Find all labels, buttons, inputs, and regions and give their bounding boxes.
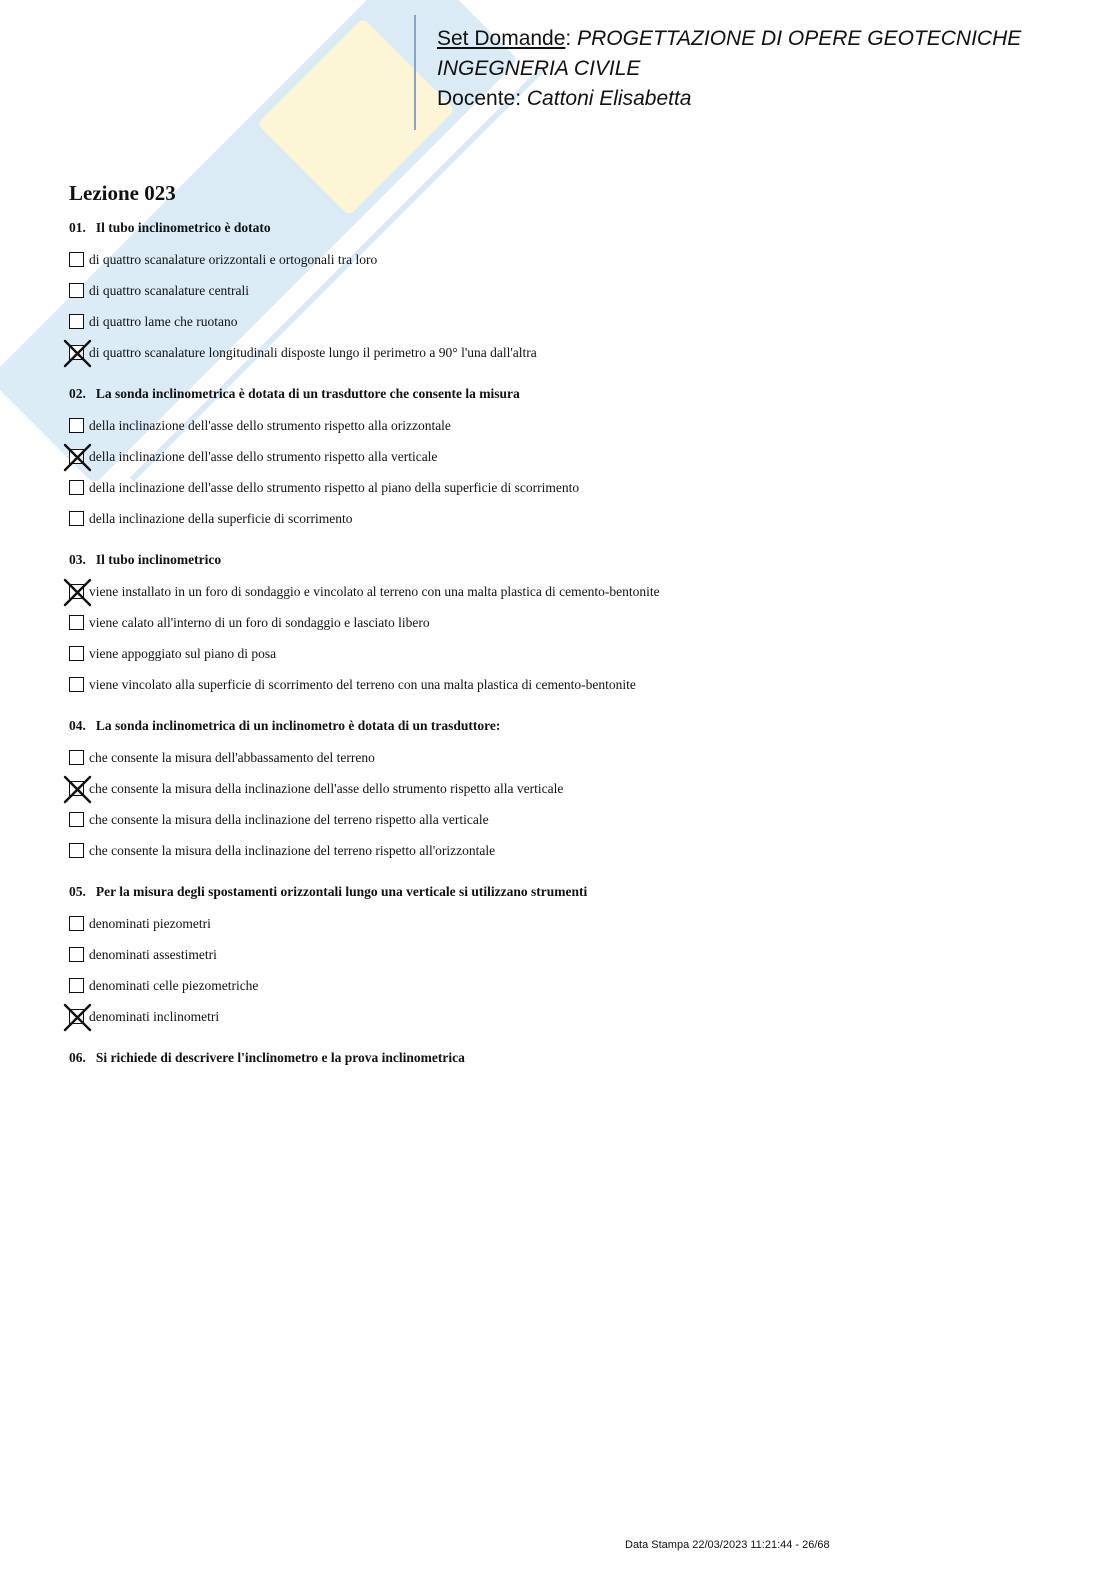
- lesson-title: Lezione 023: [69, 181, 176, 205]
- checkbox: [69, 511, 84, 526]
- answer-label: che consente la misura della inclinazione dell'asse dello strumento rispetto alla verticale: [89, 780, 564, 796]
- answer-option: [69, 337, 1049, 368]
- checked-checkbox: [69, 449, 84, 464]
- answer-label: della inclinazione della superficie di scorrimento: [89, 510, 353, 526]
- answer-label: della inclinazione dell'asse dello strumento rispetto al piano della superficie di scorrimento: [89, 479, 580, 495]
- answer-option: [69, 1001, 1049, 1032]
- answer-label: della inclinazione dell'asse dello strumento rispetto alla orizzontale: [89, 417, 451, 433]
- checked-checkbox: [69, 781, 84, 796]
- answer-label: che consente la misura dell'abbassamento del terreno: [89, 749, 375, 765]
- course-name: PROGETTAZIONE DI OPERE GEOTECNICHE: [577, 27, 1022, 50]
- question-number: 03.: [69, 552, 86, 567]
- answer-label: viene installato in un foro di sondaggio e vincolato al terreno con una malta plastica di cemento-bentonite: [89, 583, 660, 599]
- question-4: [69, 716, 1049, 866]
- answer-label: di quattro scanalature orizzontali e ortogonali tra loro: [89, 251, 378, 267]
- teacher-name: Cattoni Elisabetta: [526, 87, 692, 110]
- answer-option: [69, 669, 1049, 700]
- answer-option: [69, 742, 1049, 773]
- question-2: [69, 384, 1049, 534]
- question-text: [69, 550, 1049, 570]
- answer-label: viene vincolato alla superficie di scorrimento del terreno con una malta plastica di cemento-bentonite: [89, 676, 636, 692]
- question-6: [69, 1048, 1049, 1068]
- question-label: La sonda inclinometrica di un inclinometro è dotata di un trasduttore:: [95, 718, 501, 733]
- question-text: [69, 882, 1049, 902]
- checkbox: [69, 812, 84, 827]
- question-label: Si richiede di descrivere l'inclinometro e la prova inclinometrica: [95, 1050, 465, 1065]
- document-header: [437, 24, 1021, 114]
- set-separator: :: [565, 27, 578, 50]
- answer-option: [69, 306, 1049, 337]
- cross-mark-icon: [64, 340, 91, 367]
- answer-label: denominati celle piezometriche: [89, 977, 259, 993]
- question-number: 06.: [69, 1050, 86, 1065]
- question-number: 04.: [69, 718, 86, 733]
- answer-label: viene appoggiato sul piano di posa: [89, 645, 277, 661]
- checkbox: [69, 947, 84, 962]
- degree-name: INGEGNERIA CIVILE: [437, 57, 641, 80]
- question-number: 05.: [69, 884, 86, 899]
- question-text: [69, 1048, 1049, 1068]
- answer-option: [69, 835, 1049, 866]
- question-number: 01.: [69, 220, 86, 235]
- answer-option: [69, 576, 1049, 607]
- questionnaire: [69, 180, 1049, 1084]
- question-number: 02.: [69, 386, 86, 401]
- teacher-label: Docente:: [437, 87, 527, 110]
- answer-label: di quattro scanalature longitudinali disposte lungo il perimetro a 90° l'una dall'altra: [89, 344, 537, 360]
- answer-label: che consente la misura della inclinazione del terreno rispetto all'orizzontale: [89, 842, 496, 858]
- question-text: [69, 716, 1049, 736]
- answer-option: [69, 472, 1049, 503]
- question-label: Il tubo inclinometrico è dotato: [95, 220, 271, 235]
- print-footer: Data Stampa 22/03/2023 11:21:44 - 26/68: [625, 1539, 830, 1551]
- answer-option: [69, 441, 1049, 472]
- answer-option: [69, 908, 1049, 939]
- question-1: [69, 218, 1049, 368]
- set-label: Set Domande: [437, 27, 566, 50]
- answer-option: [69, 773, 1049, 804]
- checked-checkbox: [69, 584, 84, 599]
- answer-label: di quattro lame che ruotano: [89, 313, 238, 329]
- teacher-line: [437, 84, 1021, 114]
- answer-option: [69, 244, 1049, 275]
- header-divider: [414, 15, 416, 130]
- cross-mark-icon: [64, 1004, 91, 1031]
- checkbox: [69, 843, 84, 858]
- answer-label: della inclinazione dell'asse dello strumento rispetto alla verticale: [89, 448, 438, 464]
- checkbox: [69, 418, 84, 433]
- cross-mark-icon: [64, 579, 91, 606]
- answer-label: denominati assestimetri: [89, 946, 217, 962]
- checkbox: [69, 978, 84, 993]
- answer-option: [69, 638, 1049, 669]
- checkbox: [69, 646, 84, 661]
- answer-label: di quattro scanalature centrali: [89, 282, 250, 298]
- answer-option: [69, 503, 1049, 534]
- question-label: Il tubo inclinometrico: [95, 552, 222, 567]
- checkbox: [69, 615, 84, 630]
- checked-checkbox: [69, 1009, 84, 1024]
- checkbox: [69, 480, 84, 495]
- question-5: [69, 882, 1049, 1032]
- answer-option: [69, 275, 1049, 306]
- answer-option: [69, 410, 1049, 441]
- checkbox: [69, 283, 84, 298]
- answer-label: viene calato all'interno di un foro di sondaggio e lasciato libero: [89, 614, 430, 630]
- checkbox: [69, 314, 84, 329]
- answer-label: che consente la misura della inclinazione del terreno rispetto alla verticale: [89, 811, 489, 827]
- question-text: [69, 218, 1049, 238]
- answer-label: denominati inclinometri: [89, 1008, 220, 1024]
- checked-checkbox: [69, 345, 84, 360]
- cross-mark-icon: [64, 444, 91, 471]
- answer-option: [69, 939, 1049, 970]
- answer-label: denominati piezometri: [89, 915, 211, 931]
- answer-option: [69, 970, 1049, 1001]
- cross-mark-icon: [64, 776, 91, 803]
- answer-option: [69, 607, 1049, 638]
- question-label: La sonda inclinometrica è dotata di un trasduttore che consente la misura: [95, 386, 520, 401]
- checkbox: [69, 916, 84, 931]
- course-title-line: [437, 24, 1021, 54]
- question-list: [69, 218, 1049, 1068]
- checkbox: [69, 252, 84, 267]
- checkbox: [69, 677, 84, 692]
- question-label: Per la misura degli spostamenti orizzontali lungo una verticale si utilizzano strumenti: [95, 884, 588, 899]
- answer-option: [69, 804, 1049, 835]
- question-3: [69, 550, 1049, 700]
- checkbox: [69, 750, 84, 765]
- question-text: [69, 384, 1049, 404]
